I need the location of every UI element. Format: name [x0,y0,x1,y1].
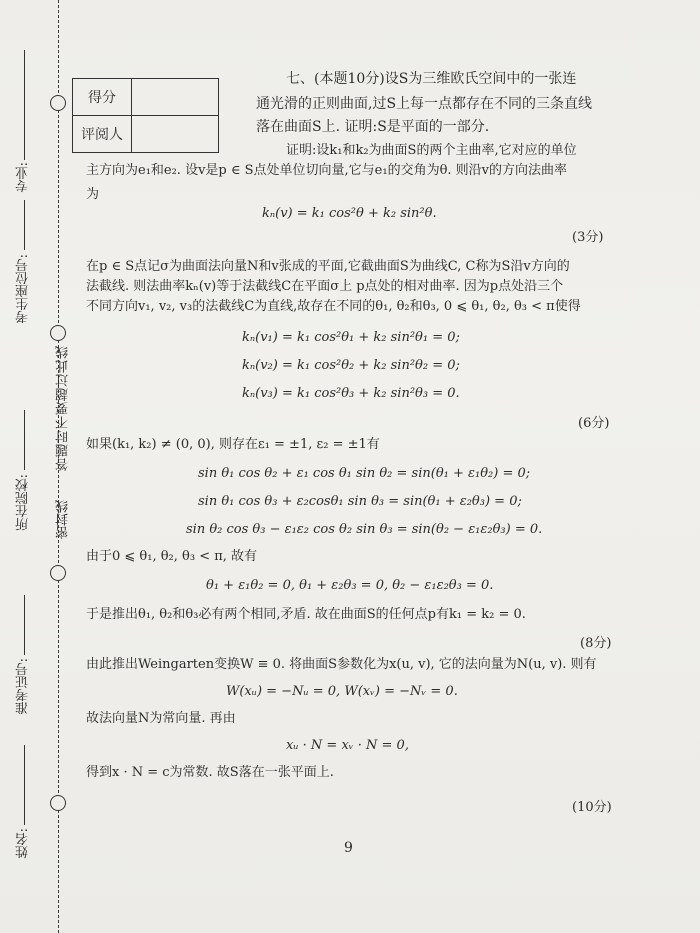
seal-line-label: 密封线 [56,500,71,539]
proof-line-3: 为 [86,187,100,202]
equation-sin-3: sin θ₂ cos θ₃ − ε₁ε₂ cos θ₂ sin θ₃ = sin(θ₂ − ε₁ε₂θ₃) = 0. [186,522,543,537]
proof-line-12: 得到x · N = c为常数. 故S落在一张平面上. [86,765,334,780]
binding-hole [50,795,66,811]
binding-hole [50,95,66,111]
major-field-line [24,50,25,160]
seat-field-line [24,200,25,250]
name-label: 姓名: [16,828,31,859]
proof-line-10: 由此推出Weingarten变换W ≡ 0. 将曲面S参数化为x(u, v), 它的法向量为N(u, v). 则有 [86,657,597,672]
equation-sin-1: sin θ₁ cos θ₂ + ε₁ cos θ₁ sin θ₂ = sin(θ₁ + ε₁θ₂) = 0; [198,466,531,481]
binding-hole [50,325,66,341]
exam-id-label: 准考证号: [16,658,31,715]
seat-number-label: 考生座位号: [16,254,31,324]
school-label: 所在院校: [16,474,31,531]
equation-sin-2: sin θ₁ cos θ₃ + ε₂cosθ₁ sin θ₃ = sin(θ₁ + ε₂θ₃) = 0; [198,494,522,509]
proof-line-7: 如果(k₁, k₂) ≠ (0, 0), 则存在ε₁ = ±1, ε₂ = ±1有 [86,437,380,452]
problem-line-2: 通光滑的正则曲面,过S上每一点都存在不同的三条直线 [256,96,593,112]
proof-line-9: 于是推出θ₁, θ₂和θ₃必有两个相同,矛盾. 故在曲面S的任何点p有k₁ = k₂ = 0. [86,607,526,622]
equation-weingarten: W(xᵤ) = −Nᵤ = 0, W(xᵥ) = −Nᵥ = 0. [226,684,458,699]
score-mark-6: (6分) [578,416,610,431]
equation-v1: kₙ(v₁) = k₁ cos²θ₁ + k₂ sin²θ₁ = 0; [242,330,460,345]
school-field-line [24,410,25,470]
proof-line-4: 在p ∈ S点记σ为曲面法向量N和v张成的平面,它截曲面S为曲线C, C称为S沿v方向的 [86,259,570,274]
problem-line-3: 落在曲面S上. 证明:S是平面的一部分. [256,119,490,135]
score-label: 得分 [73,79,132,116]
equation-normal-orthogonal: xᵤ · N = xᵥ · N = 0, [286,738,409,753]
proof-line-2: 主方向为e₁和e₂. 设v是p ∈ S点处单位切向量,它与e₁的交角为θ. 则沿v的方向法曲率 [86,163,568,178]
reviewer-cell[interactable] [132,116,219,153]
name-field-line [24,745,25,825]
equation-theta: θ₁ + ε₁θ₂ = 0, θ₁ + ε₂θ₃ = 0, θ₂ − ε₁ε₂θ₃ = 0. [206,578,494,593]
problem-line-1: 七、(本题10分)设S为三维欧氏空间中的一张连 [286,71,577,87]
proof-line-8: 由于0 ⩽ θ₁, θ₂, θ₃ < π, 故有 [86,549,258,564]
reviewer-label: 评阅人 [73,116,132,153]
grade-table [72,78,219,153]
seal-notice: 答题时不要超过此线 [56,345,71,471]
major-label: 专业: [16,162,31,193]
page-number: 9 [344,840,353,856]
score-mark-10: (10分) [572,800,612,815]
equation-v2: kₙ(v₂) = k₁ cos²θ₂ + k₂ sin²θ₂ = 0; [242,358,460,373]
exam-id-field-line [24,595,25,655]
equation-v3: kₙ(v₃) = k₁ cos²θ₃ + k₂ sin²θ₃ = 0. [242,386,460,401]
score-mark-8: (8分) [580,636,612,651]
score-mark-3: (3分) [572,230,604,245]
proof-line-6: 不同方向v₁, v₂, v₃的法截线C为直线,故存在不同的θ₁, θ₂和θ₃, 0 ⩽ θ₁, θ₂, θ₃ < π使得 [86,299,581,314]
equation-normal-curvature: kₙ(v) = k₁ cos²θ + k₂ sin²θ. [262,206,437,221]
proof-line-1: 证明:设k₁和k₂为曲面S的两个主曲率,它对应的单位 [286,143,577,158]
proof-line-11: 故法向量N为常向量. 再由 [86,711,236,726]
proof-line-5: 法截线. 则法曲率kₙ(v)等于法截线C在平面σ上 p点处的相对曲率. 因为p点处沿三个 [86,279,564,294]
score-cell[interactable] [132,79,219,116]
binding-hole [50,565,66,581]
